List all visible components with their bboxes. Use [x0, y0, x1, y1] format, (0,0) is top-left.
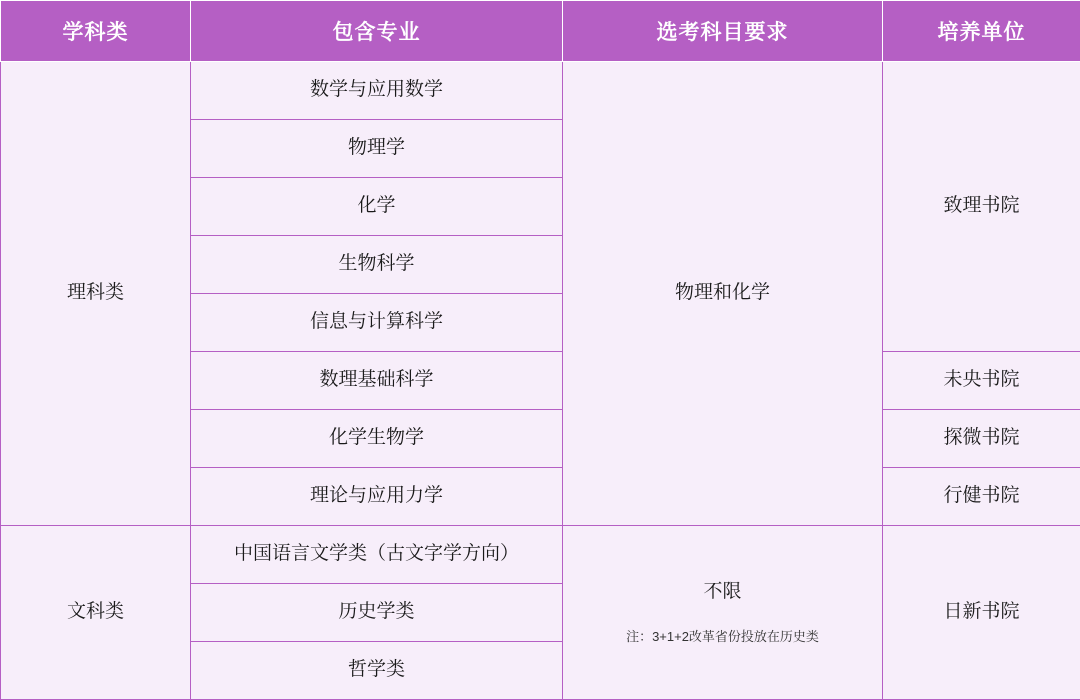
cell-major: 中国语言文学类（古文字学方向）: [191, 526, 563, 584]
subject-requirement-text: 不限: [569, 579, 876, 606]
cell-subject-requirement-arts: [563, 526, 883, 700]
column-header-subject-requirement: 选考科目要求: [563, 1, 883, 62]
cell-major: 化学: [191, 178, 563, 236]
cell-major: 信息与计算科学: [191, 294, 563, 352]
cell-major: 生物科学: [191, 236, 563, 294]
column-header-majors: 包含专业: [191, 1, 563, 62]
cell-training-unit: 致理书院: [883, 62, 1080, 352]
cell-major: 物理学: [191, 120, 563, 178]
cell-major: 数理基础科学: [191, 352, 563, 410]
cell-discipline-science: 理科类: [1, 62, 191, 526]
cell-training-unit: 探微书院: [883, 410, 1080, 468]
table-header-row: [1, 1, 1080, 62]
cell-subject-requirement-science: 物理和化学: [563, 62, 883, 526]
cell-training-unit: 行健书院: [883, 468, 1080, 526]
cell-training-unit: 未央书院: [883, 352, 1080, 410]
cell-discipline-arts: 文科类: [1, 526, 191, 700]
cell-training-unit: 日新书院: [883, 526, 1080, 700]
table-row: [1, 62, 1080, 120]
cell-major: 历史学类: [191, 584, 563, 642]
table-row: [1, 526, 1080, 584]
cell-major: 化学生物学: [191, 410, 563, 468]
column-header-training-unit: 培养单位: [883, 1, 1080, 62]
table-body: [1, 62, 1080, 700]
cell-major: 理论与应用力学: [191, 468, 563, 526]
table-header: [1, 1, 1080, 62]
cell-major: 哲学类: [191, 642, 563, 700]
column-header-discipline: 学科类: [1, 1, 191, 62]
cell-major: 数学与应用数学: [191, 62, 563, 120]
subject-requirement-note: 注：3+1+2改革省份投放在历史类: [569, 628, 876, 646]
